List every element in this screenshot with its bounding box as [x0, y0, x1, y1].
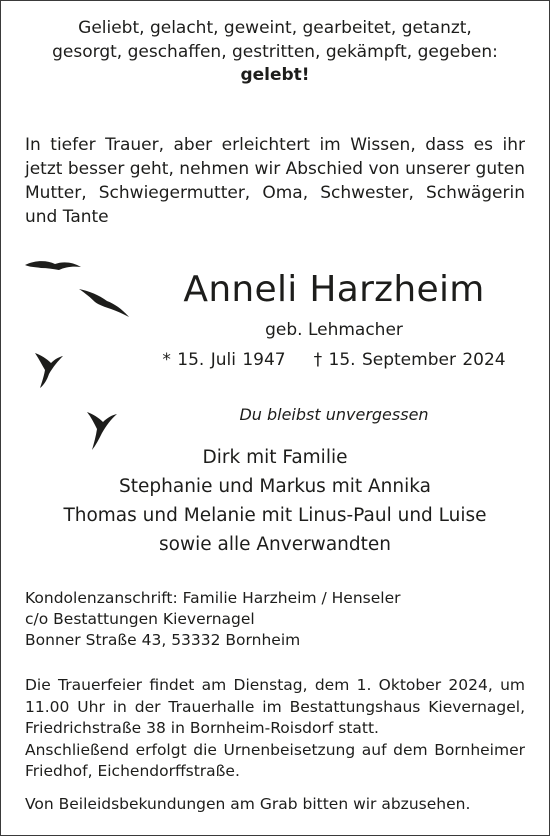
- service-line: Friedhof, Eichendorffstraße.: [25, 762, 240, 780]
- intro-line: Mutter, Schwiegermutter, Oma, Schwester, Schwägerin: [25, 183, 525, 203]
- mourner-line: Thomas und Melanie mit Linus-Paul und Luise: [63, 505, 487, 526]
- birth-date: * 15. Juli 1947: [162, 350, 286, 370]
- mourners-list: [1, 443, 549, 559]
- intro-line: In tiefer Trauer, aber erleichtert im Wissen, dass es ihr: [25, 135, 525, 155]
- motto: Du bleibst unvergessen: [239, 405, 429, 424]
- service-line: 11.00 Uhr in der Trauerhalle im Bestattungshaus Kievernagel,: [25, 697, 525, 716]
- intro-line: jetzt besser geht, nehmen wir Abschied von unserer guten: [25, 159, 525, 179]
- service-line: Friedrichstraße 38 in Bornheim-Roisdorf statt.: [25, 719, 379, 737]
- maiden-name: geb. Lehmacher: [265, 320, 403, 340]
- mourner-line: Dirk mit Familie: [202, 447, 348, 468]
- funeral-service-info: [25, 675, 525, 783]
- service-line: Die Trauerfeier findet am Dienstag, dem 1. Oktober 2024, um: [25, 676, 525, 694]
- mourner-line: sowie alle Anverwandten: [159, 534, 391, 555]
- deceased-name: Anneli Harzheim: [183, 269, 485, 310]
- intro-text: [25, 133, 525, 229]
- swallow-bird-icon: [25, 261, 81, 270]
- mourner-line: Stephanie und Markus mit Annika: [119, 476, 431, 497]
- poem-emphasis: gelebt!: [240, 65, 310, 85]
- poem-line: Geliebt, gelacht, geweint, gearbeitet, getanzt,: [78, 18, 472, 38]
- poem-line: gesorgt, geschaffen, gestritten, gekämpft, gegeben:: [52, 41, 498, 62]
- intro-line: und Tante: [25, 207, 109, 227]
- condolence-address: [25, 588, 525, 651]
- service-line: Anschließend erfolgt die Urnenbeisetzung auf dem Bornheimer: [25, 740, 525, 759]
- swallow-bird-icon: [35, 353, 63, 388]
- contact-line: c/o Bestattungen Kievernagel: [25, 610, 255, 628]
- closing-note: Von Beileidsbekundungen am Grab bitten wir abzusehen.: [25, 795, 471, 813]
- life-dates: [119, 349, 549, 371]
- contact-line: Bonner Straße 43, 53332 Bornheim: [25, 631, 301, 649]
- death-date: † 15. September 2024: [313, 350, 506, 370]
- contact-line: Kondolenzanschrift: Familie Harzheim / Henseler: [25, 589, 401, 607]
- poem: [25, 17, 525, 88]
